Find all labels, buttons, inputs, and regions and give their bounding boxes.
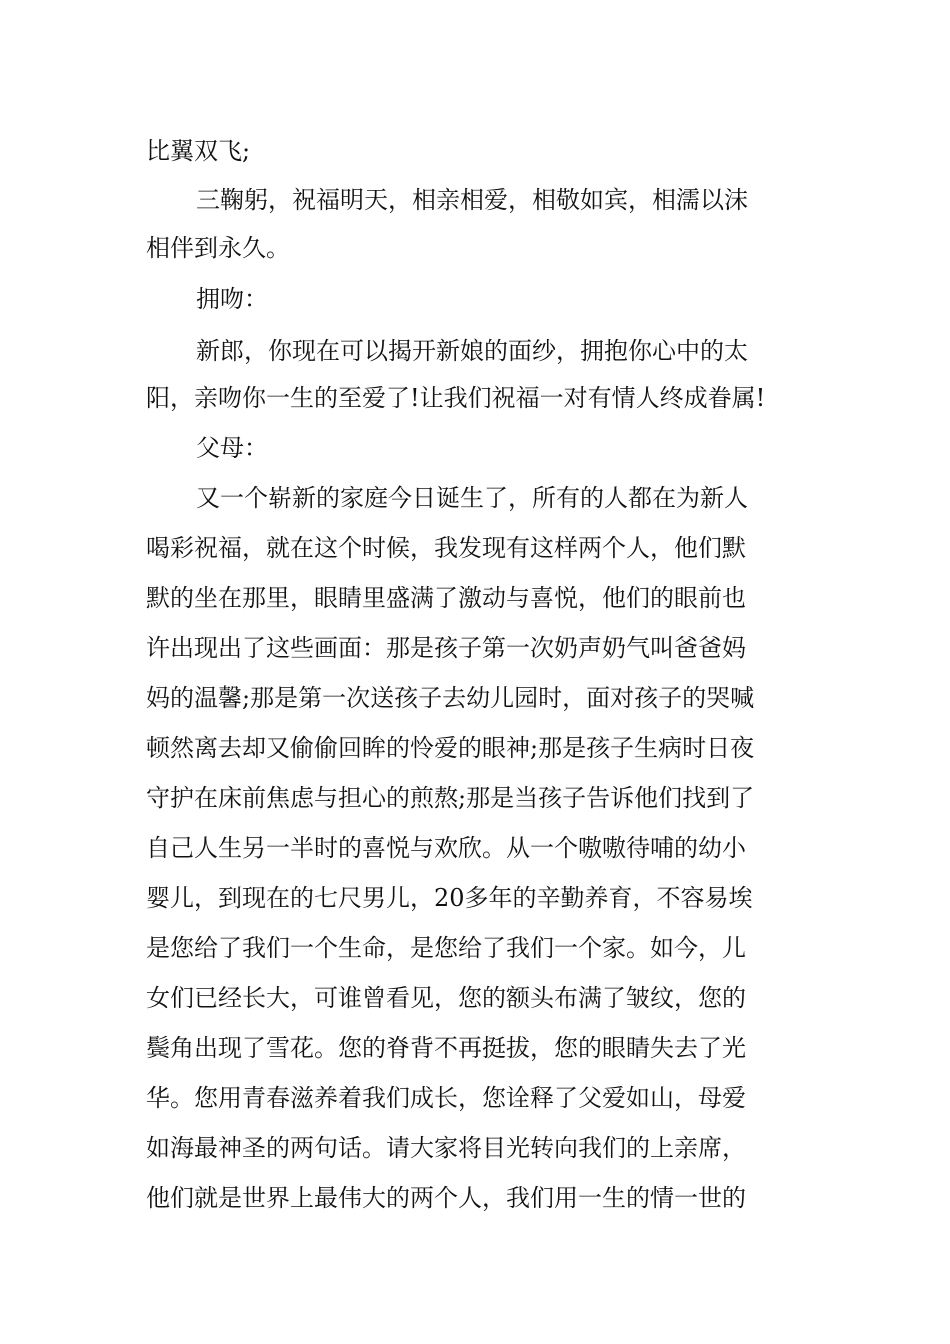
- section-heading: 拥吻：: [196, 285, 268, 313]
- section-heading: 父母：: [196, 434, 268, 462]
- text-line: 是您给了我们一个生命，是您给了我们一个家。如今，儿: [146, 934, 746, 962]
- text-line: 他们就是世界上最伟大的两个人，我们用一生的情一世的: [146, 1184, 746, 1212]
- text-line: 守护在床前焦虑与担心的煎熬;那是当孩子告诉他们找到了: [146, 784, 755, 812]
- text-line: 女们已经长大，可谁曾看见，您的额头布满了皱纹，您的: [146, 984, 746, 1012]
- text-line: 三鞠躬，祝福明天，相亲相爱，相敬如宾，相濡以沫: [196, 186, 748, 214]
- text-line: 比翼双飞;: [146, 137, 251, 165]
- text-line: 鬓角出现了雪花。您的脊背不再挺拔，您的眼睛失去了光: [146, 1034, 746, 1062]
- text-line: 华。您用青春滋养着我们成长，您诠释了父爱如山，母爱: [146, 1084, 746, 1112]
- text-line: 新郎，你现在可以揭开新娘的面纱，拥抱你心中的太: [196, 337, 748, 365]
- text-line: 自己人生另一半时的喜悦与欢欣。从一个嗷嗷待哺的幼小: [146, 834, 746, 862]
- text-line: 默的坐在那里，眼睛里盛满了激动与喜悦，他们的眼前也: [146, 584, 746, 612]
- text-line: 相伴到永久。: [146, 234, 290, 262]
- text-line: 许出现出了这些画面：那是孩子第一次奶声奶气叫爸爸妈: [146, 634, 746, 662]
- text-line: 又一个崭新的家庭今日诞生了，所有的人都在为新人: [196, 484, 748, 512]
- text-line: 如海最神圣的两句话。请大家将目光转向我们的上亲席，: [146, 1134, 746, 1162]
- text-line: 顿然离去却又偷偷回眸的怜爱的眼神;那是孩子生病时日夜: [146, 734, 755, 762]
- text-line: 阳，亲吻你一生的至爱了!让我们祝福一对有情人终成眷属!: [146, 384, 766, 412]
- text-line: 妈的温馨;那是第一次送孩子去幼儿园时，面对孩子的哭喊: [146, 684, 755, 712]
- text-line: 婴儿，到现在的七尺男儿，20多年的辛勤养育，不容易埃: [146, 884, 753, 912]
- text-line: 喝彩祝福，就在这个时候，我发现有这样两个人，他们默: [146, 534, 746, 562]
